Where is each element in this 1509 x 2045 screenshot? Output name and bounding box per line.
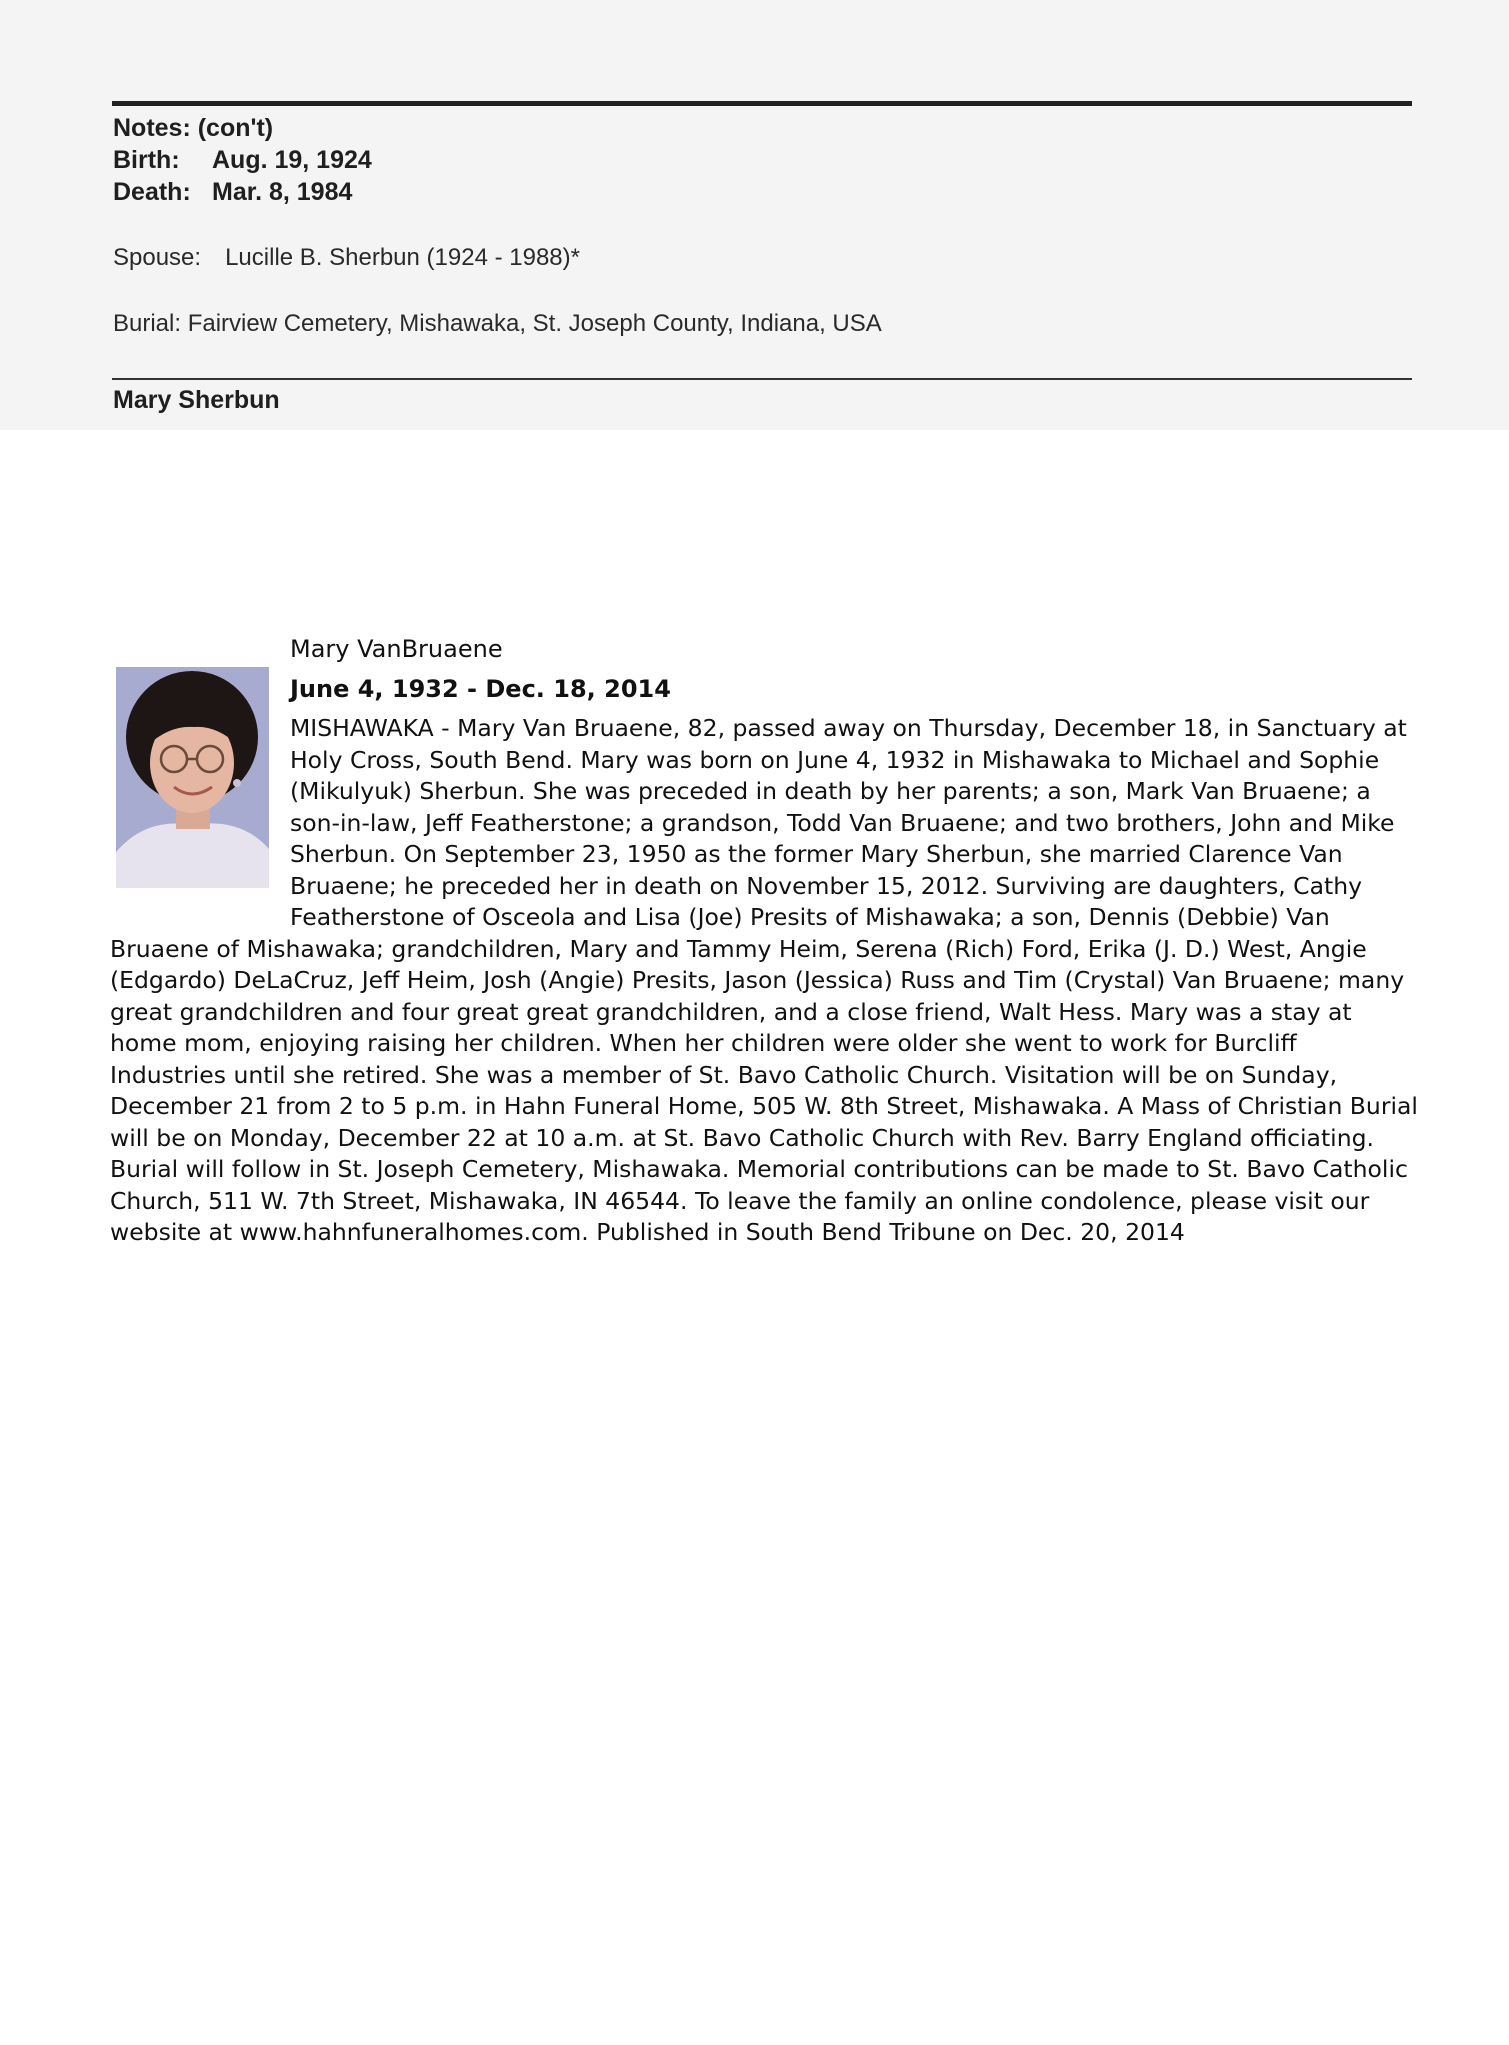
burial-line: Burial: Fairview Cemetery, Mishawaka, St. Joseph County, Indiana, USA (113, 310, 882, 337)
obituary-body (110, 713, 1420, 1249)
spouse-value: Lucille B. Sherbun (1924 - 1988)* (225, 244, 580, 271)
obituary-text: MISHAWAKA - Mary Van Bruaene, 82, passed away on Thursday, December 18, in Sanctuary at Holy Cross, South Bend. Mary was born on June 4, 1932 in Mishawaka to Michael and Sophie (Mikulyuk) Sherbun. She was preceded in death by her parents; a son, Mark Van Bruaene; a son-in-law, Jeff Featherstone; a grandson, Todd Van Bruaene; and two brothers, John and Mike Sherbun. On September 23, 1950 as the former Mary Sherbun, she married Clarence Van Bruaene; he preceded her in death on November 15, 2012. Surviving are daughters, Cathy Featherstone of Osceola and Lisa (Joe) Presits of Mishawaka; a son, Dennis (Debbie) Van Bruaene of Mishawaka; grandchildren, Mary and Tammy Heim, Serena (Rich) Ford, Erika (J. D.) West, Angie (Edgardo) DeLaCruz, Jeff Heim, Josh (Angie) Presits, Jason (Jessica) Russ and Tim (Crystal) Van Bruaene; many great grandchildren and four great great grandchildren, and a close friend, Walt Hess. Mary was a stay at home mom, enjoying raising her children. When her children were older she went to work for Burcliff Industries until she retired. She was a member of St. Bavo Catholic Church. Visitation will be on Sunday, December 21 from 2 to 5 p.m. in Hahn Funeral Home, 505 W. 8th Street, Mishawaka. A Mass of Christian Burial will be on Monday, December 22 at 10 a.m. at St. Bavo Catholic Church with Rev. Barry England officiating. Burial will follow in St. Joseph Cemetery, Mishawaka. Memorial contributions can be made to St. Bavo Catholic Church, 511 W. 7th Street, Mishawaka, IN 46544. To leave the family an online condolence, please visit our website at www.hahnfuneralhomes.com. Published in South Bend Tribune on Dec. 20, 2014 (110, 714, 1418, 1246)
notes-block (113, 112, 372, 208)
death-value: Mar. 8, 1984 (212, 178, 353, 206)
death-label: Death: (113, 178, 191, 206)
birth-label: Birth: (113, 146, 180, 174)
scan-background-tint (0, 0, 1509, 430)
spouse-label: Spouse: (113, 244, 202, 271)
birth-value: Aug. 19, 1924 (212, 146, 372, 174)
obituary-name: Mary VanBruaene (290, 635, 503, 663)
death-line (113, 176, 372, 208)
obituary-dates: June 4, 1932 - Dec. 18, 2014 (290, 675, 671, 703)
birth-line (113, 144, 372, 176)
section-title: Mary Sherbun (113, 386, 280, 414)
section-rule (112, 378, 1412, 380)
header-rule (112, 101, 1412, 106)
photo-wrap-spacer (110, 713, 290, 913)
spouse-line (113, 244, 580, 272)
notes-title: Notes: (con't) (113, 114, 274, 142)
